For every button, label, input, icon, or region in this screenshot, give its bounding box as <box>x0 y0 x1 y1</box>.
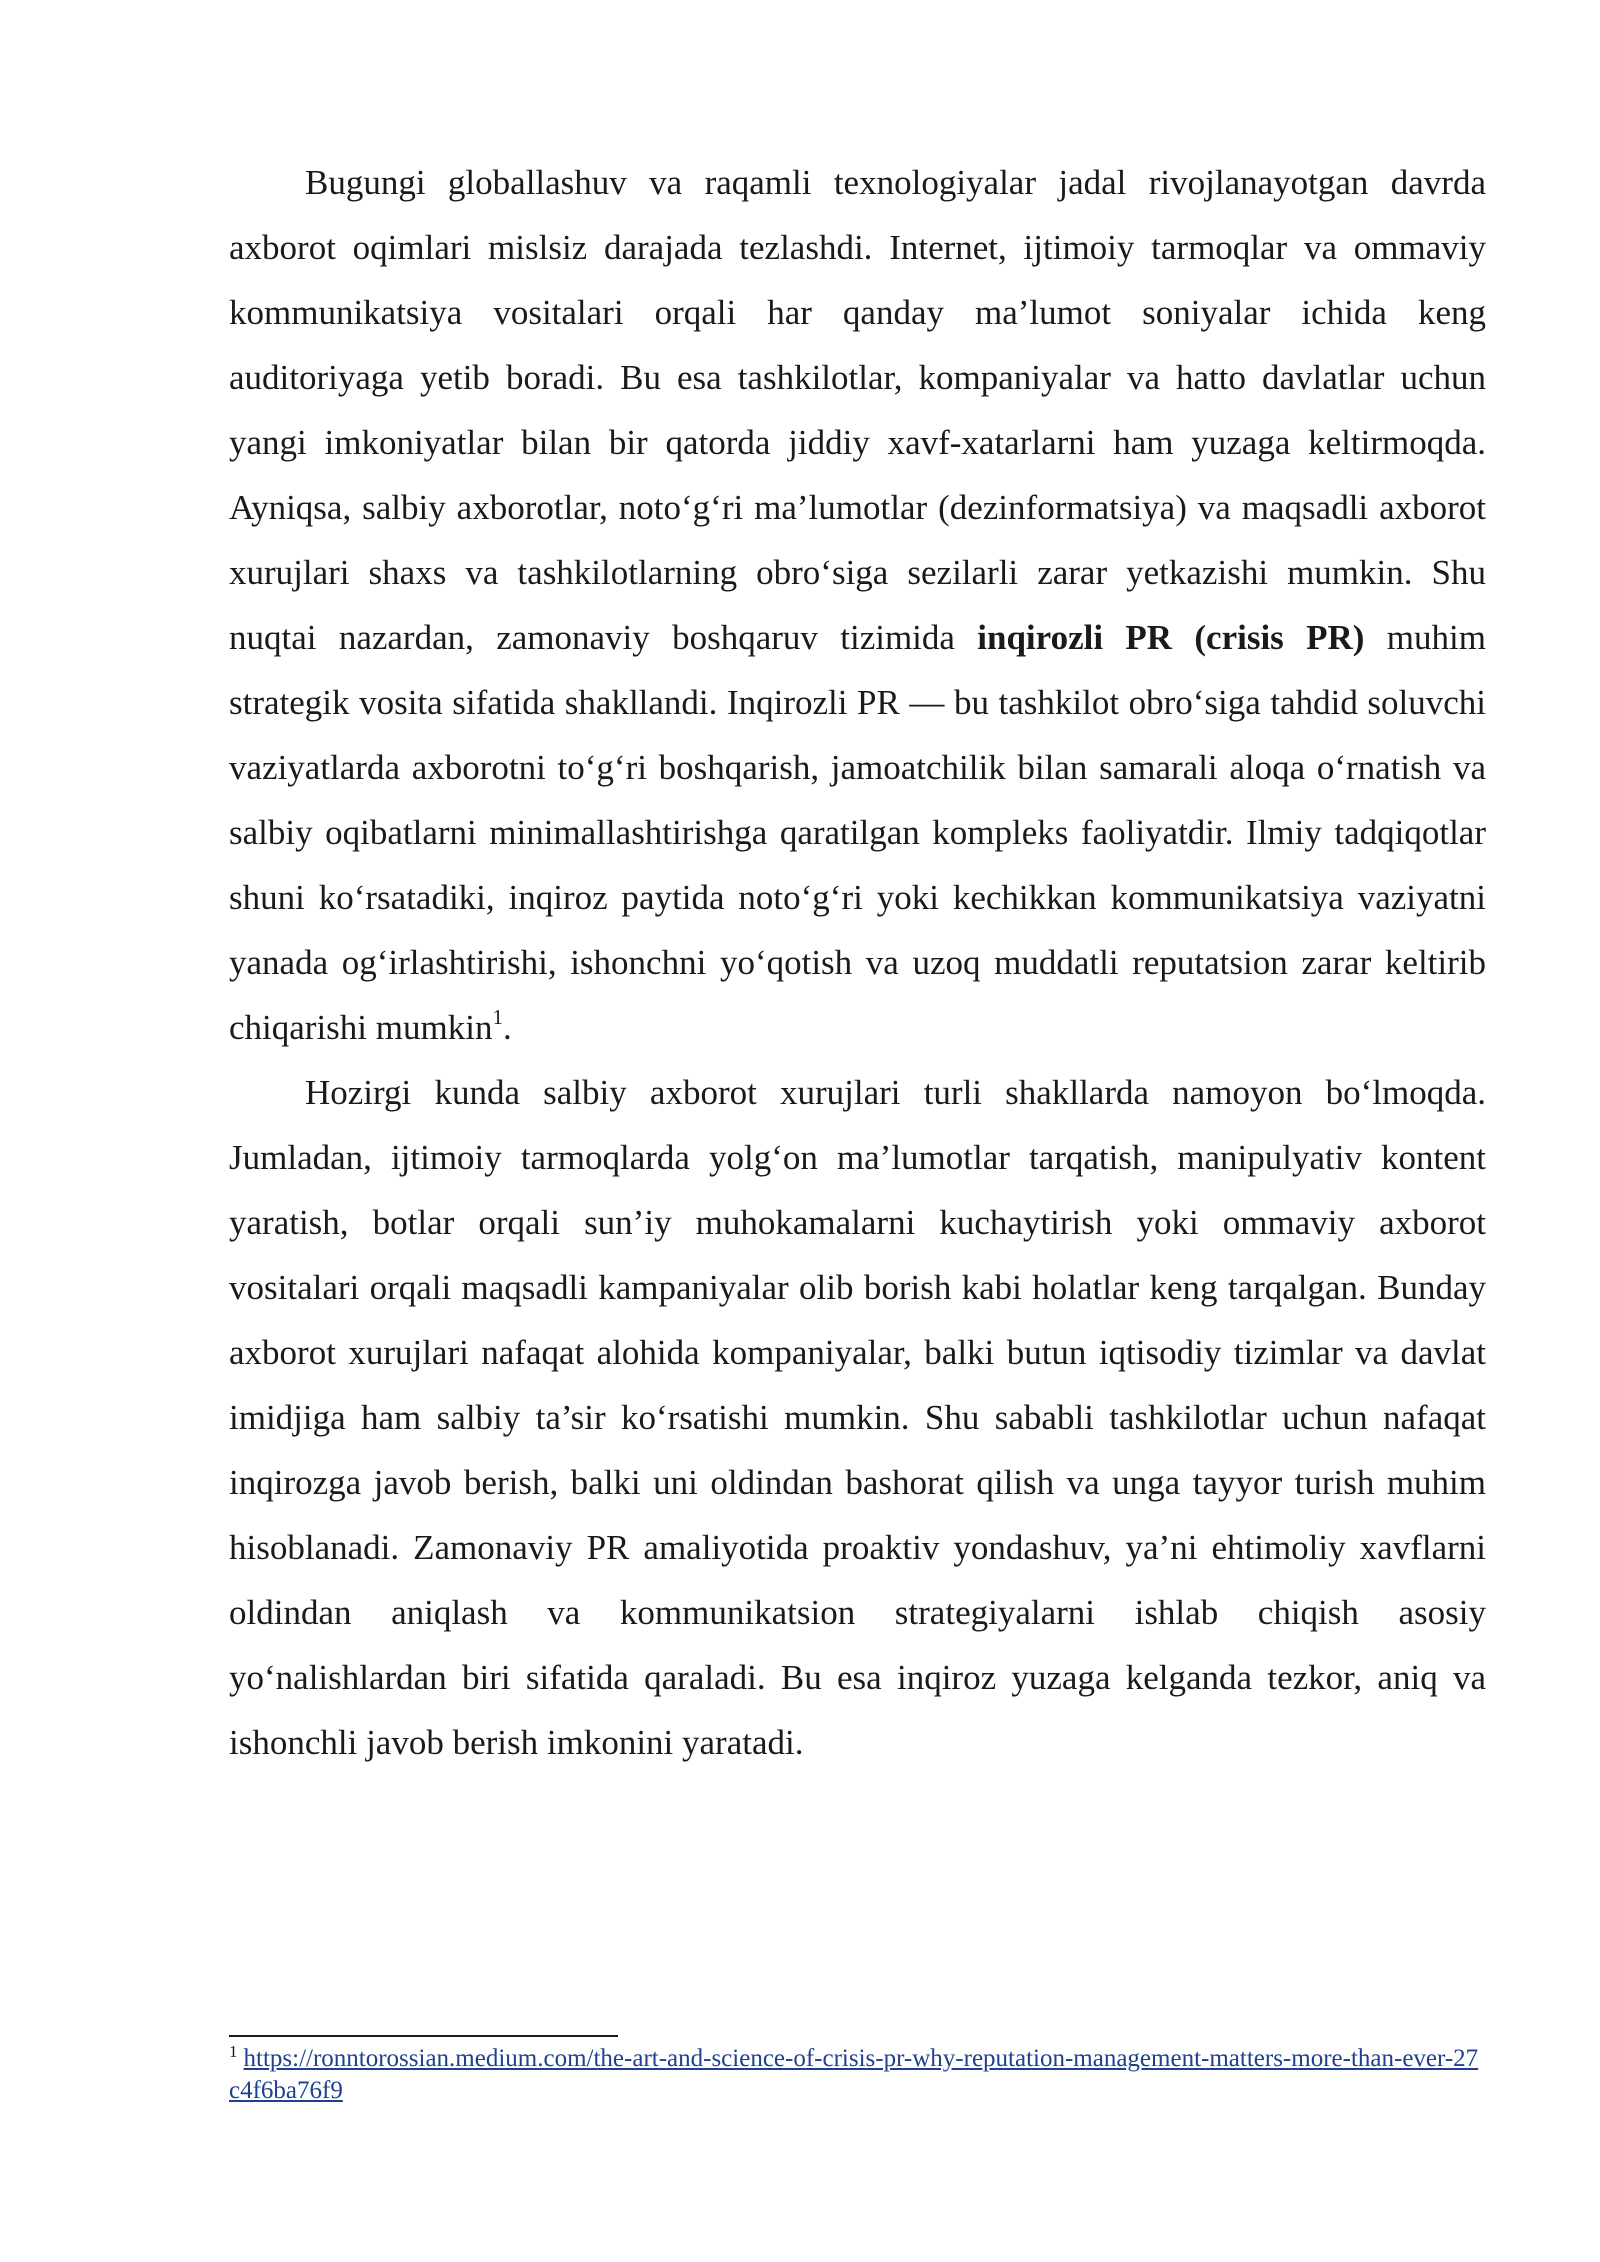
footnote <box>229 2043 1486 2107</box>
footnote-link[interactable]: https://ronntorossian.medium.com/the-art-and-science-of-crisis-pr-why-reputation-management-matters-more-than-ever-27c4f6ba76f9 <box>229 2045 1479 2104</box>
footnote-mark: 1 <box>229 2042 238 2061</box>
footnote-reference[interactable]: 1 <box>492 1005 503 1029</box>
paragraph-1 <box>229 150 1486 1060</box>
paragraph-2: Hozirgi kunda salbiy axborot xurujlari turli shakllarda namoyon bo‘lmoqda. Jumladan, ijtimoiy tarmoqlarda yolg‘on ma’lumotlar tarqatish, manipulyativ kontent yaratish, botlar orqali sun’iy muhokamalarni kuchaytirish yoki ommaviy axborot vositalari orqali maqsadli kampaniyalar olib borish kabi holatlar keng tarqalgan. Bunday axborot xurujlari nafaqat alohida kompaniyalar, balki butun iqtisodiy tizimlar va davlat imidjiga ham salbiy ta’sir ko‘rsatishi mumkin. Shu sababli tashkilotlar uchun nafaqat inqirozga javob berish, balki uni oldindan bashorat qilish va unga tayyor turish muhim hisoblanadi. Zamonaviy PR amaliyotida proaktiv yondashuv, ya’ni ehtimoliy xavflarni oldindan aniqlash va kommunikatsion strategiyalarni ishlab chiqish asosiy yo‘nalishlardan biri sifatida qaraladi. Bu esa inqiroz yuzaga kelganda tezkor, aniq va ishonchli javob berish imkonini yaratadi. <box>229 1073 1486 1762</box>
bold-term-crisis-pr: inqirozli PR (crisis PR) <box>977 618 1365 657</box>
paragraph-1-text-end: muhim strategik vosita sifatida shakllandi. Inqirozli PR — bu tashkilot obro‘siga tahdid soluvchi vaziyatlarda axborotni to‘g‘ri boshqarish, jamoatchilik bilan samarali aloqa o‘rnatish va salbiy oqibatlarni minimallashtirishga qaratilgan kompleks faoliyatdir. Ilmiy tadqiqotlar shuni ko‘rsatadiki, inqiroz paytida noto‘g‘ri yoki kechikkan kommunikatsiya vaziyatni yanada og‘irlashtirishi, ishonchni yo‘qotish va uzoq muddatli reputatsion zarar keltirib chiqarishi mumkin <box>229 618 1486 1047</box>
paragraph-1-period: . <box>502 1008 512 1047</box>
footnote-separator <box>229 2035 618 2037</box>
document-body <box>229 150 1486 1775</box>
paragraph-1-text-start: Bugungi globallashuv va raqamli texnologiyalar jadal rivojlanayotgan davrda axborot oqimlari mislsiz darajada tezlashdi. Internet, ijtimoiy tarmoqlar va ommaviy kommunikatsiya vositalari orqali har qanday ma’lumot soniyalar ichida keng auditoriyaga yetib boradi. Bu esa tashkilotlar, kompaniyalar va hatto davlatlar uchun yangi imkoniyatlar bilan bir qatorda jiddiy xavf-xatarlarni ham yuzaga keltirmoqda. Ayniqsa, salbiy axborotlar, noto‘g‘ri ma’lumotlar (dezinformatsiya) va maqsadli axborot xurujlari shaxs va tashkilotlarning obro‘siga sezilarli zarar yetkazishi mumkin. Shu nuqtai nazardan, zamonaviy boshqaruv tizimida <box>229 163 1486 657</box>
